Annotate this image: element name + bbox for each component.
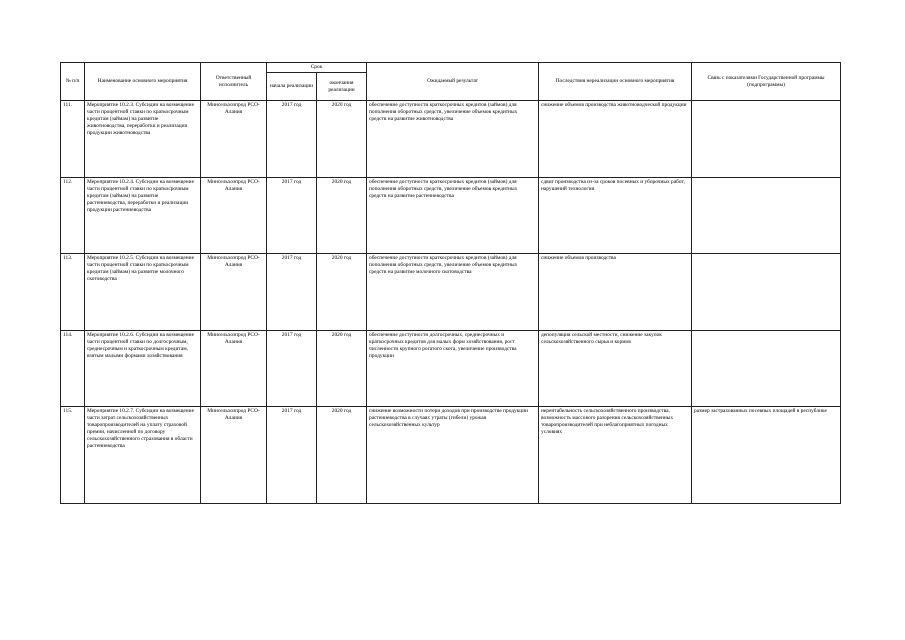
row-start: 2017 год bbox=[267, 407, 317, 504]
row-result: обеспечение доступности краткосрочных кредитов (займов) для пополнения оборотных средств, увеличение объемов кредитных средств на развитие молочного скотоводства bbox=[367, 254, 539, 331]
row-consequences: снижение объемов производства животноводческой продукции bbox=[539, 101, 692, 178]
row-result: обеспечение доступности краткосрочных кредитов (займов) для пополнения оборотных средств, увеличение объемов кредитных средств на развитие растениеводства bbox=[367, 177, 539, 254]
table-row bbox=[61, 254, 841, 331]
table-row bbox=[61, 101, 841, 178]
header-start: начала реализации bbox=[267, 73, 317, 101]
row-executor: Минсельхозпрод РСО-Алания bbox=[201, 101, 267, 178]
table-row bbox=[61, 177, 841, 254]
row-name: Мероприятие 10.2.6. Субсидии на возмещение части процентной ставки по долгосрочным, среднесрочным и краткосрочным кредитам, взятым малыми формами хозяйствования bbox=[85, 330, 201, 407]
header-link: Связь с показателями Государственной программы (подпрограммы) bbox=[692, 63, 841, 101]
row-consequences: снижение объемов производства bbox=[539, 254, 692, 331]
row-link bbox=[692, 177, 841, 254]
table-row bbox=[61, 330, 841, 407]
row-num: 114. bbox=[61, 330, 85, 407]
row-name: Мероприятие 10.2.3. Субсидии на возмещение части процентной ставки по краткосрочным кредитам (займам) на развитие животноводства, переработки и реализации продукции животноводства bbox=[85, 101, 201, 178]
row-result: снижение возможности потери доходов при производстве продукции растениеводства в случаях утраты (гибели) урожая сельскохозяйственных культур bbox=[367, 407, 539, 504]
row-end: 2020 год bbox=[317, 254, 367, 331]
row-consequences: сдвиг производства из-за сроков посевных и уборочных работ, нарушений технологии bbox=[539, 177, 692, 254]
header-executor: Ответственный исполнитель bbox=[201, 63, 267, 101]
row-executor: Минсельхозпрод РСО-Алания bbox=[201, 254, 267, 331]
header-end: окончания реализации bbox=[317, 73, 367, 101]
row-result: обеспечение доступности долгосрочных, среднесрочных и краткосрочных кредитов для малых форм хозяйствования, рост численности крупного рогатого скота, увеличение производства продукции bbox=[367, 330, 539, 407]
row-start: 2017 год bbox=[267, 254, 317, 331]
row-link bbox=[692, 330, 841, 407]
row-end: 2020 год bbox=[317, 101, 367, 178]
row-consequences: депопуляция сельской местности, снижение закупок сельскохозяйственного сырья и кормов bbox=[539, 330, 692, 407]
row-link bbox=[692, 101, 841, 178]
header-num: № п/п bbox=[61, 63, 85, 101]
row-consequences: нерентабельность сельскохозяйственного производства, возможность массового разорения сельскохозяйственных товаропроизводителей при неблагоприятных погодных условиях bbox=[539, 407, 692, 504]
row-num: 115. bbox=[61, 407, 85, 504]
table-row bbox=[61, 407, 841, 504]
measures-table bbox=[60, 62, 841, 504]
row-executor: Минсельхозпрод РСО-Алания bbox=[201, 177, 267, 254]
row-num: 112. bbox=[61, 177, 85, 254]
row-start: 2017 год bbox=[267, 330, 317, 407]
row-executor: Минсельхозпрод РСО-Алания bbox=[201, 407, 267, 504]
row-executor: Минсельхозпрод РСО-Алания bbox=[201, 330, 267, 407]
row-num: 111. bbox=[61, 101, 85, 178]
row-end: 2020 год bbox=[317, 330, 367, 407]
row-start: 2017 год bbox=[267, 177, 317, 254]
header-term: Срок bbox=[267, 63, 367, 73]
row-start: 2017 год bbox=[267, 101, 317, 178]
row-result: обеспечение доступности краткосрочных кредитов (займов) для пополнения оборотных средств, увеличение объемов кредитных средств на развитие животноводства bbox=[367, 101, 539, 178]
row-name: Мероприятие 10.2.4. Субсидии на возмещение части процентной ставки по краткосрочным кредитам (займам) на развитие растениеводства, переработки и реализации продукции растениеводства bbox=[85, 177, 201, 254]
header-consequences: Последствия нереализации основного мероприятия bbox=[539, 63, 692, 101]
row-name: Мероприятие 10.2.5. Субсидии на возмещение части процентной ставки по краткосрочным кредитам (займам) на развитие молочного скотоводства bbox=[85, 254, 201, 331]
header-result: Ожидаемый результат bbox=[367, 63, 539, 101]
row-link: размер застрахованных посевных площадей в республике bbox=[692, 407, 841, 504]
row-num: 113. bbox=[61, 254, 85, 331]
row-end: 2020 год bbox=[317, 407, 367, 504]
header-name: Наименование основного мероприятия bbox=[85, 63, 201, 101]
row-end: 2020 год bbox=[317, 177, 367, 254]
row-name: Мероприятие 10.2.7. Субсидии на возмещение части затрат сельскохозяйственных товаропроизводителей на уплату страховой премии, начисленной по договору сельскохозяйственного страхования в области растениеводства bbox=[85, 407, 201, 504]
row-link bbox=[692, 254, 841, 331]
